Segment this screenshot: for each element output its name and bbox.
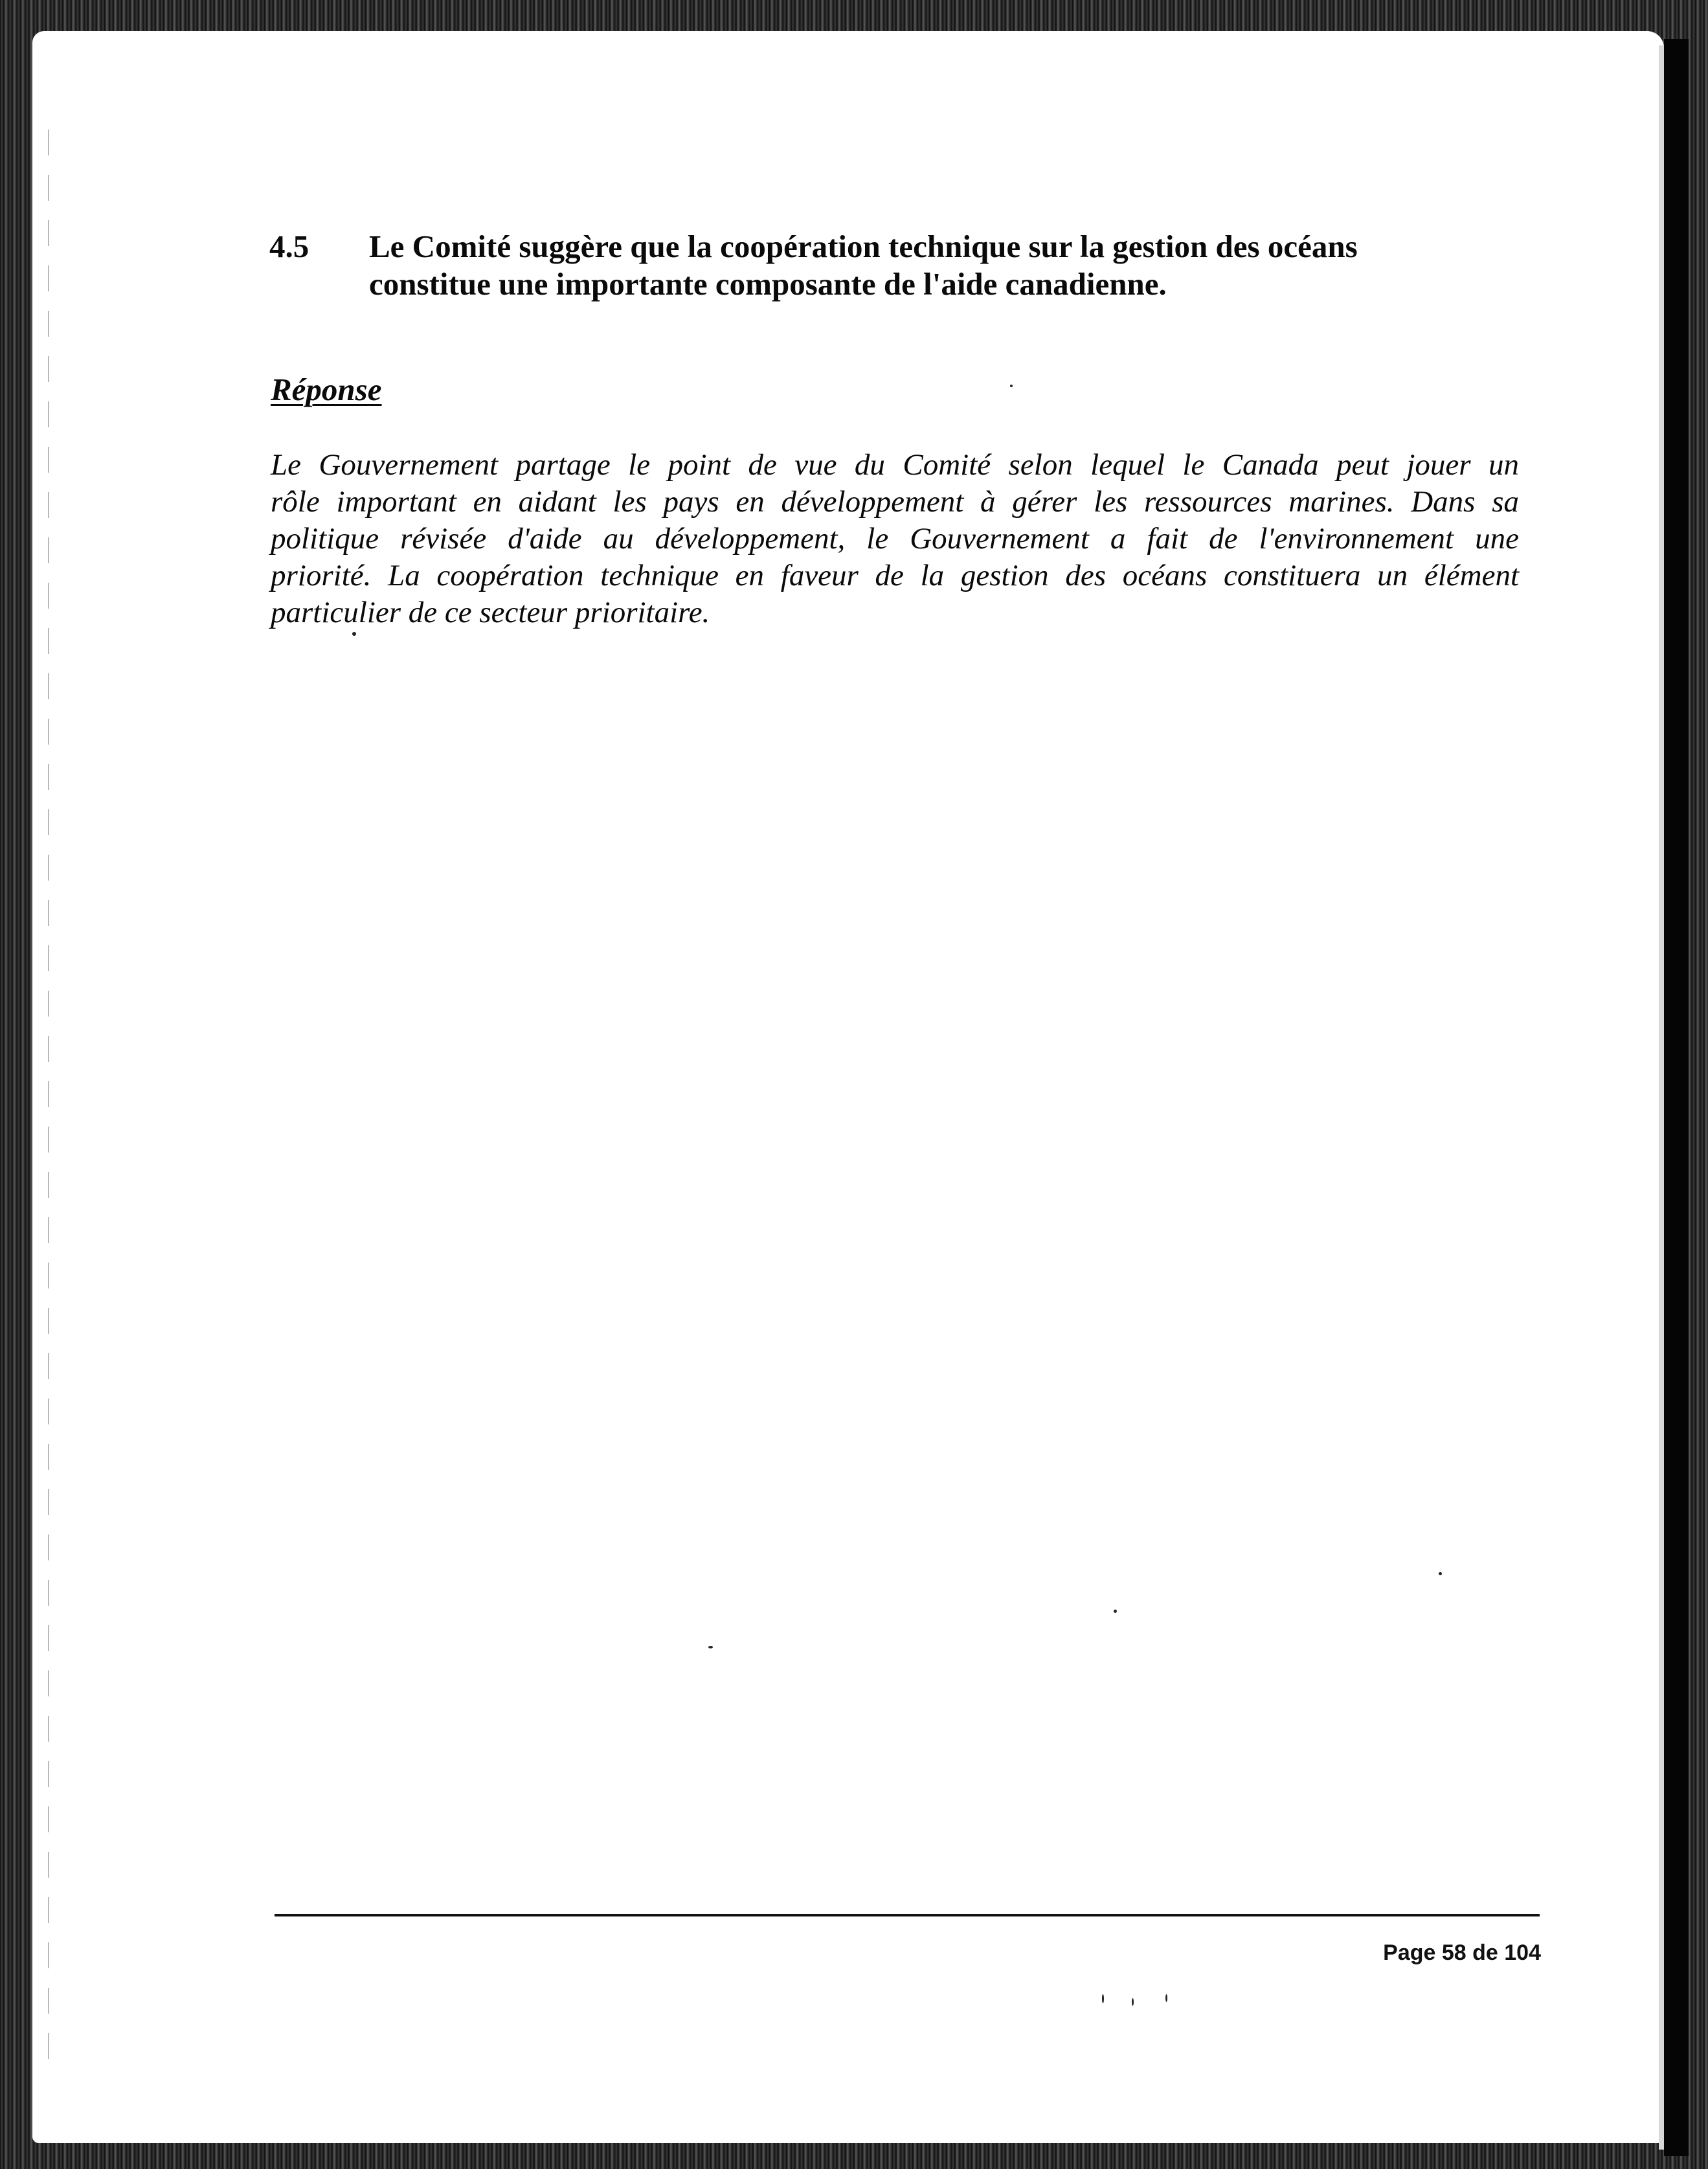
response-line: politique révisée d'aide au développement, le Gouvernement a fait de l'environnement une [271, 522, 1519, 556]
scan-speck [1132, 1998, 1134, 2006]
response-line: priorité. La coopération technique en faveur de la gestion des océans constituera un élément [271, 559, 1519, 592]
response-line: rôle important en aidant les pays en développement à gérer les ressources marines. Dans sa [271, 485, 1519, 519]
scan-speck [1102, 1994, 1104, 2003]
response-paragraph [271, 447, 1519, 631]
scan-speck [1439, 1572, 1442, 1575]
binding-edge [1664, 39, 1689, 2156]
recommendation-line: Le Comité suggère que la coopération technique sur la gestion des océans [369, 229, 1358, 264]
recommendation-number: 4.5 [269, 229, 309, 264]
response-heading: Réponse [271, 372, 382, 407]
scan-speck [1010, 385, 1013, 387]
response-line: Le Gouvernement partage le point de vue du Comité selon lequel le Canada peut jouer un [271, 448, 1519, 482]
margin-mark [48, 129, 49, 2072]
scan-speck [1114, 1610, 1117, 1613]
recommendation-text [369, 228, 1470, 303]
page-edge [1659, 45, 1664, 2150]
page-number: Page 58 de 104 [1383, 1940, 1541, 1965]
response-line: particulier de ce secteur prioritaire. [271, 596, 710, 629]
footer-rule [275, 1914, 1540, 1916]
recommendation-line: constitue une importante composante de l'aide canadienne. [369, 266, 1167, 302]
document-page [32, 31, 1664, 2143]
scan-speck [708, 1646, 713, 1648]
scan-speck [1165, 1994, 1167, 2002]
scan-speck [352, 632, 356, 636]
